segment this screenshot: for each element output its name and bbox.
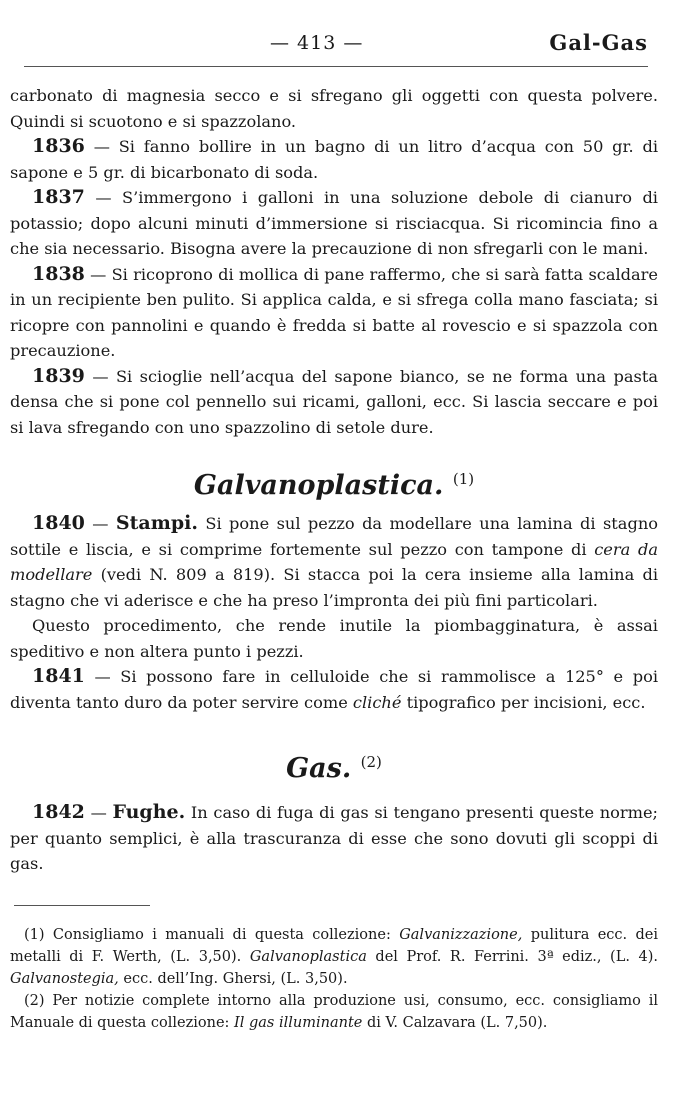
- entry-1841: 1841 — Si possono fare in celluloide che si rammolisce a 125° e poi diventa tanto duro da poter servire come cliché tipografico per incisioni, ecc.: [10, 665, 658, 712]
- entry-1838: 1838 — Si ricoprono di mollica di pane raffermo, che si sarà fatta scaldare in un recipiente ben pulito. Si applica calda, e si sfrega colla mano fasciata; si ricopre con pannolini e quando è fredda si batte al rovescio e si spazzola con precauzione.: [10, 262, 658, 360]
- footnote-rule: [14, 905, 150, 906]
- footnote-ref: (2): [360, 753, 382, 771]
- entry-keyword: Fughe.: [112, 801, 186, 823]
- entry-number: 1841: [32, 665, 85, 687]
- footnotes: [10, 924, 658, 1034]
- footnote-1: (1) Consigliamo i manuali di questa collezione: Galvanizzazione, pulitura ecc. dei metalli di F. Werth, (L. 3,50). Galvanoplastica del Prof. R. Ferrini. 3ª ediz., (L. 4). Galvanostegia, ecc. dell’Ing. Ghersi, (L. 3,50).: [10, 927, 659, 987]
- entry-text: Si ricoprono di mollica di pane raffermo, che si sarà fatta scaldare in un recipiente ben pulito. Si applica calda, e si sfrega colla mano fasciata; si ricopre con pannolini e quando è fredda si batte al rovescio e si spazzola con precauzione.: [10, 264, 658, 360]
- footnote-2: (2) Per notizie complete intorno alla produzione usi, consumo, ecc. consigliamo il Manuale di questa collezione: Il gas illuminante di V. Calzavara (L. 7,50).: [10, 993, 658, 1031]
- intro-paragraph: carbonato di magnesia secco e si sfregano gli oggetti con questa polvere. Quindi si scuotono e si spazzolano.: [10, 86, 658, 131]
- header-rule: [24, 66, 648, 67]
- entry-1837: 1837 — S’immergono i galloni in una soluzione debole di cianuro di potassio; dopo alcuni minuti d’immersione si risciacqua. Si ricomincia fino a che sia necessario. Bisogna avere la precauzione di non sfregarli con le mani.: [10, 186, 658, 258]
- entry-number: 1842: [32, 801, 85, 823]
- page-header: [10, 0, 690, 70]
- entry-number: 1836: [32, 135, 85, 157]
- main-text: [10, 83, 658, 877]
- entry-keyword: Stampi.: [115, 512, 198, 534]
- entry-number: 1837: [32, 186, 85, 208]
- entry-text: Si scioglie nell’acqua del sapone bianco, se ne forma una pasta densa che si pone col pennello sui ricami, galloni, ecc. Si lascia seccare e poi si lava sfregando con uno spazzolino di setole dure.: [10, 366, 658, 437]
- entry-number: 1839: [32, 364, 85, 387]
- entry-1839: 1839 — Si scioglie nell’acqua del sapone bianco, se ne forma una pasta densa che si pone col pennello sui ricami, galloni, ecc. Si lascia seccare e poi si lava sfregando con uno spazzolino di setole dure.: [10, 364, 658, 437]
- entry-text: Si fanno bollire in un bagno di un litro d’acqua con 50 gr. di sapone e 5 gr. di bicarbonato di soda.: [10, 137, 659, 182]
- entry-number: 1840: [32, 512, 85, 534]
- footnote-ref: (1): [452, 470, 475, 488]
- entry-number: 1838: [32, 262, 85, 285]
- page-number: — 413 —: [270, 32, 364, 54]
- section-title-galvanoplastica: Galvanoplastica. $^{(1)}$: [193, 470, 475, 501]
- entry-text: S’immergono i galloni in una soluzione debole di cianuro di potassio; dopo alcuni minuti d’immersione si risciacqua. Si ricomincia fino a che sia necessario. Bisogna avere la precauzione di non sfregarli con le mani.: [10, 188, 658, 258]
- section-title-gas: Gas. $^{(2)}$: [286, 753, 382, 784]
- entry-1836: 1836 — Si fanno bollire in un bagno di un litro d’acqua con 50 gr. di sapone e 5 gr. di bicarbonato di soda.: [10, 135, 659, 182]
- entry-1840: 1840 — Stampi. Si pone sul pezzo da modellare una lamina di stagno sottile e liscia, e si comprime fortemente sul pezzo con tampone di cera da modellare (vedi N. 809 a 819). Si stacca poi la cera insieme alla lamina di stagno che vi aderisce e che ha preso l’impronta dei più fini particolari.: [10, 512, 658, 610]
- paragraph-procedimento: Questo procedimento, che rende inutile la piombagginatura, è assai speditivo e non altera punto i pezzi.: [10, 616, 658, 661]
- running-head: Gal-Gas: [549, 30, 648, 55]
- entry-1842: 1842 — Fughe. In caso di fuga di gas si tengano presenti queste norme; per quanto semplici, è alla trascuranza di esse che sono dovuti gli scoppi di gas.: [10, 801, 658, 873]
